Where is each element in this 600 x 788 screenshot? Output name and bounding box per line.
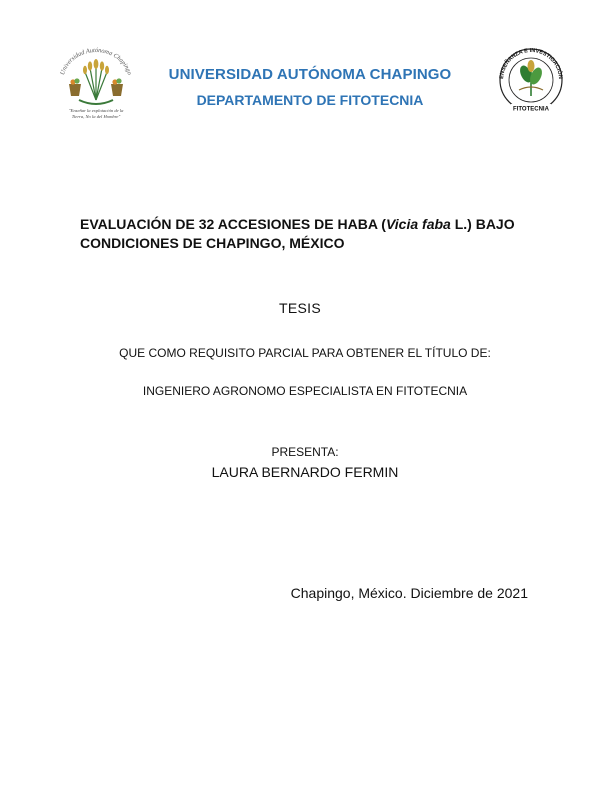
author-name: LAURA BERNARDO FERMIN xyxy=(211,464,399,480)
department-name: DEPARTAMENTO DE FITOTECNIA xyxy=(196,92,424,108)
thesis-title xyxy=(80,215,540,253)
fitotecnia-emblem-icon xyxy=(497,44,565,116)
uach-seal-icon xyxy=(55,42,137,120)
university-name: UNIVERSIDAD AUTÓNOMA CHAPINGO xyxy=(168,66,452,83)
title-part2: L.) BAJO CONDICIONES DE CHAPINGO, MÉXICO xyxy=(80,216,515,251)
emblem-banner-text: FITOTECNIA xyxy=(513,106,549,113)
document-type: TESIS xyxy=(279,300,321,316)
title-sci-species: faba xyxy=(422,216,451,232)
seal-motto-line2: Tierra, No la del Hombre" xyxy=(71,114,121,119)
seal-motto-line1: "Enseñar la explotación de la xyxy=(68,108,124,113)
presents-label: PRESENTA: xyxy=(271,445,339,459)
requirement-text: QUE COMO REQUISITO PARCIAL PARA OBTENER EL TÍTULO DE: xyxy=(119,346,491,360)
seal-arc-text: Universidad Autónoma Chapingo xyxy=(59,46,133,76)
place-date: Chapingo, México. Diciembre de 2021 xyxy=(290,585,528,601)
degree-title: INGENIERO AGRONOMO ESPECIALISTA EN FITOTECNIA xyxy=(142,384,468,398)
title-sci-genus: Vicia xyxy=(385,216,419,232)
emblem-arc-text: ENSEÑANZA E INVESTIGACIÓN xyxy=(498,47,564,80)
title-part1: EVALUACIÓN DE 32 ACCESIONES DE HABA ( xyxy=(80,216,386,232)
